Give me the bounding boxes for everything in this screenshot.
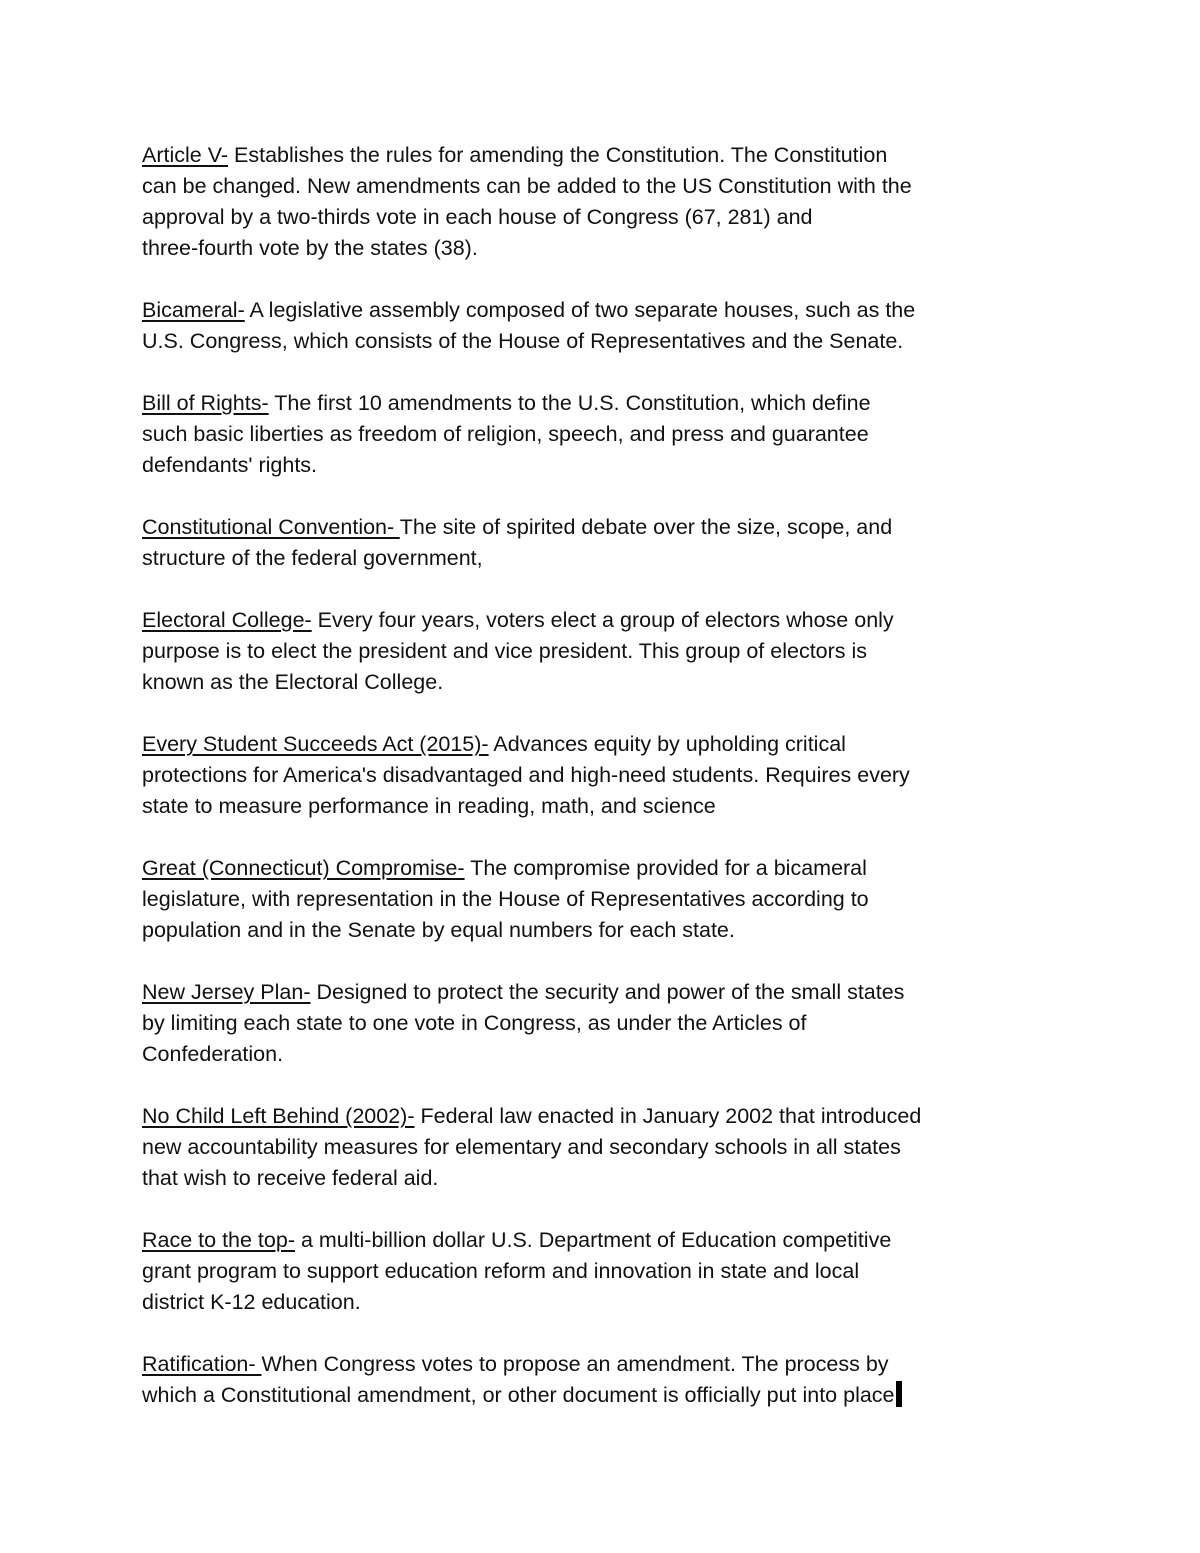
entry-line bbox=[142, 1225, 1072, 1256]
entry-term: Bill of Rights- bbox=[142, 391, 269, 415]
entry-term: Ratification- bbox=[142, 1352, 262, 1376]
entry-line bbox=[142, 295, 1072, 326]
entry-race-to-the-top bbox=[142, 1225, 1072, 1318]
entry-line: purpose is to elect the president and vice president. This group of electors is bbox=[142, 639, 868, 663]
entry-line: three-fourth vote by the states (38). bbox=[142, 236, 478, 260]
entry-line: by limiting each state to one vote in Congress, as under the Articles of bbox=[142, 1011, 807, 1035]
entry-term: Every Student Succeeds Act (2015)- bbox=[142, 732, 489, 756]
entry-line: grant program to support education reform and innovation in state and local bbox=[142, 1259, 860, 1283]
entry-new-jersey-plan bbox=[142, 977, 1072, 1070]
entry-text: Establishes the rules for amending the Constitution. The Constitution bbox=[228, 143, 888, 167]
entry-line: protections for America's disadvantaged and high-need students. Requires every bbox=[142, 763, 910, 787]
entry-text: The site of spirited debate over the size, scope, and bbox=[399, 515, 893, 539]
entry-line: Confederation. bbox=[142, 1042, 284, 1066]
entry-bicameral bbox=[142, 295, 1072, 357]
entry-term: Electoral College- bbox=[142, 608, 312, 632]
entry-line: U.S. Congress, which consists of the House of Representatives and the Senate. bbox=[142, 329, 904, 353]
entry-text: a multi-billion dollar U.S. Department of Education competitive bbox=[294, 1228, 892, 1252]
entry-line bbox=[142, 140, 1072, 171]
entry-text: The compromise provided for a bicameral bbox=[464, 856, 867, 880]
entry-line: defendants' rights. bbox=[142, 453, 318, 477]
entry-line: new accountability measures for elementary and secondary schools in all states bbox=[142, 1135, 901, 1159]
entry-article-v bbox=[142, 140, 1072, 264]
entry-constitutional-convention bbox=[142, 512, 1072, 574]
entry-term: Bicameral- bbox=[142, 298, 245, 322]
entry-text: A legislative assembly composed of two separate houses, such as the bbox=[244, 298, 916, 322]
entry-line: population and in the Senate by equal numbers for each state. bbox=[142, 918, 735, 942]
entry-line: approval by a two-thirds vote in each house of Congress (67, 281) and bbox=[142, 205, 813, 229]
entry-text: Advances equity by upholding critical bbox=[488, 732, 846, 756]
entry-ratification bbox=[142, 1349, 1072, 1411]
entry-line bbox=[142, 729, 1072, 760]
entry-text: Designed to protect the security and power of the small states bbox=[310, 980, 905, 1004]
entry-line bbox=[142, 1349, 1072, 1380]
entry-term: Article V- bbox=[142, 143, 229, 167]
entry-line bbox=[142, 1101, 1072, 1132]
entry-term: No Child Left Behind (2002)- bbox=[142, 1104, 415, 1128]
entry-line: district K-12 education. bbox=[142, 1290, 361, 1314]
entry-term: Great (Connecticut) Compromise- bbox=[142, 856, 465, 880]
entry-line: that wish to receive federal aid. bbox=[142, 1166, 439, 1190]
entry-text: which a Constitutional amendment, or other document is officially put into place bbox=[142, 1383, 895, 1407]
entry-text: Federal law enacted in January 2002 that introduced bbox=[414, 1104, 922, 1128]
entry-no-child-left-behind bbox=[142, 1101, 1072, 1194]
entry-electoral-college bbox=[142, 605, 1072, 698]
entry-line bbox=[142, 853, 1072, 884]
entry-line: can be changed. New amendments can be added to the US Constitution with the bbox=[142, 174, 912, 198]
entry-line: structure of the federal government, bbox=[142, 546, 483, 570]
entry-line bbox=[142, 1380, 1072, 1411]
entry-term: Race to the top- bbox=[142, 1228, 295, 1252]
entry-line: such basic liberties as freedom of religion, speech, and press and guarantee bbox=[142, 422, 869, 446]
glossary-content[interactable] bbox=[142, 140, 1072, 1442]
text-cursor bbox=[896, 1381, 902, 1407]
entry-line: legislature, with representation in the House of Representatives according to bbox=[142, 887, 869, 911]
entry-line: known as the Electoral College. bbox=[142, 670, 444, 694]
entry-term: New Jersey Plan- bbox=[142, 980, 311, 1004]
entry-term: Constitutional Convention- bbox=[142, 515, 400, 539]
entry-bill-of-rights bbox=[142, 388, 1072, 481]
entry-line bbox=[142, 977, 1072, 1008]
entry-line bbox=[142, 605, 1072, 636]
entry-text: When Congress votes to propose an amendment. The process by bbox=[261, 1352, 889, 1376]
entry-text: The first 10 amendments to the U.S. Constitution, which define bbox=[268, 391, 871, 415]
entry-great-compromise bbox=[142, 853, 1072, 946]
entry-every-student-succeeds-act bbox=[142, 729, 1072, 822]
entry-line: state to measure performance in reading, math, and science bbox=[142, 794, 716, 818]
entry-text: Every four years, voters elect a group of electors whose only bbox=[311, 608, 894, 632]
entry-line bbox=[142, 388, 1072, 419]
entry-line bbox=[142, 512, 1072, 543]
